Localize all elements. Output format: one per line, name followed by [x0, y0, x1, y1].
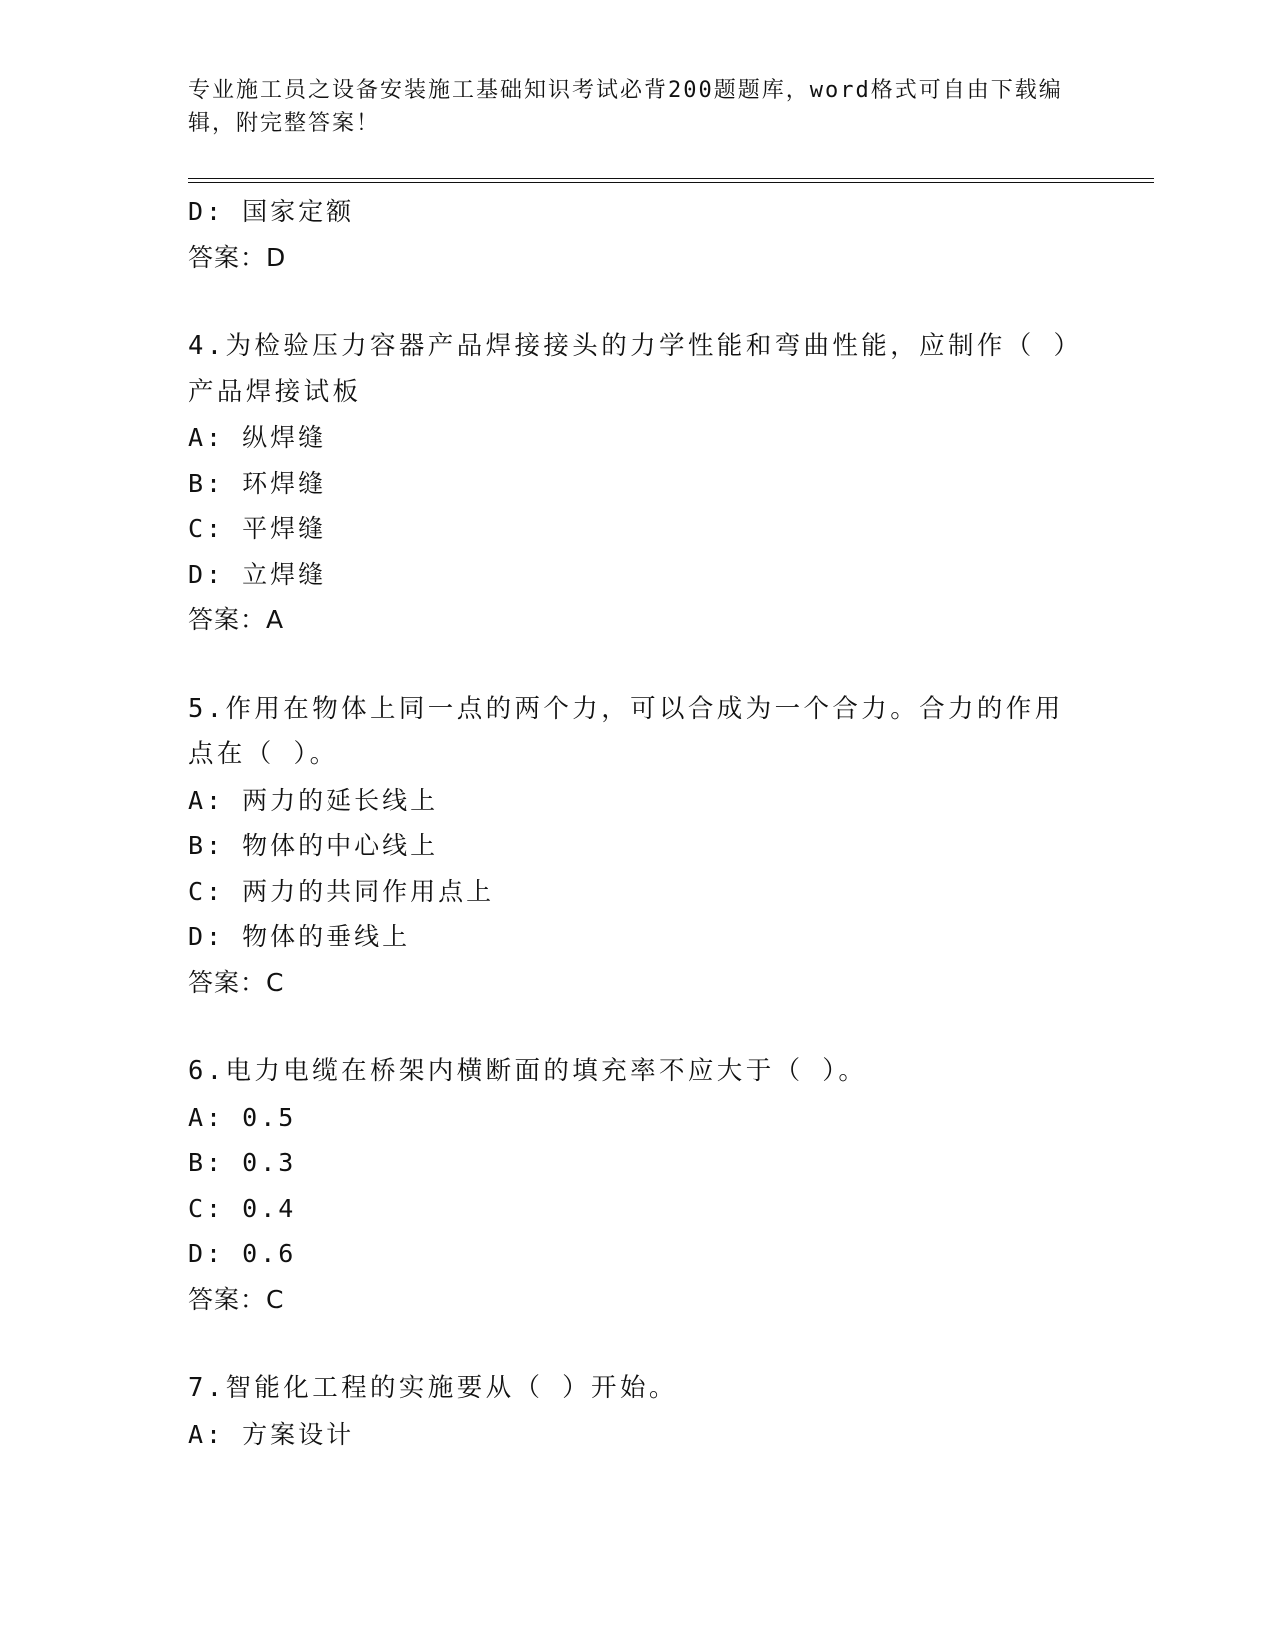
question-5-option-a: A: 两力的延长线上: [188, 785, 439, 815]
document-body: [188, 189, 1088, 1457]
question-4-answer: 答案：A: [188, 605, 285, 634]
question-6-option-b: B: 0.3: [188, 1148, 297, 1177]
question-6-text: 6.电力电缆在桥架内横断面的填充率不应大于（ ）。: [188, 1056, 868, 1086]
question-5: [188, 687, 1088, 1006]
question-5-text: 5.作用在物体上同一点的两个力，可以合成为一个合力。合力的作用点在（ ）。: [188, 693, 1064, 769]
question-6-option-c: C: 0.4: [188, 1193, 297, 1223]
question-4-option-c: C: 平焊缝: [188, 514, 327, 543]
question-4-text: 4.为检验压力容器产品焊接接头的力学性能和弯曲性能，应制作（ ）产品焊接试板: [188, 331, 1070, 407]
question-5-option-d: D: 物体的垂线上: [188, 922, 411, 951]
question-5-option-c: C: 两力的共同作用点上: [188, 876, 495, 906]
question-6: [188, 1049, 1088, 1322]
header-rule-bottom: [188, 182, 1154, 183]
question-6-answer: 答案：C: [188, 1284, 285, 1314]
prev-option-d: D: 国家定额: [188, 197, 355, 226]
document-header: 专业施工员之设备安装施工基础知识考试必背200题题库，word格式可自由下载编辑，附完整答案！: [188, 78, 1063, 136]
prev-answer: 答案：D: [188, 242, 287, 272]
question-4-option-a: A: 纵焊缝: [188, 423, 327, 452]
question-7-option-a: A: 方案设计: [188, 1419, 355, 1449]
question-7-text: 7.智能化工程的实施要从（ ）开始。: [188, 1373, 678, 1403]
question-7: [188, 1366, 1088, 1457]
question-4: [188, 324, 1088, 643]
question-5-option-b: B: 物体的中心线上: [188, 831, 439, 860]
header-rule-top: [188, 178, 1154, 179]
question-4-option-d: D: 立焊缝: [188, 559, 327, 589]
question-5-answer: 答案：C: [188, 967, 285, 997]
question-4-option-b: B: 环焊缝: [188, 468, 327, 498]
question-6-option-a: A: 0.5: [188, 1102, 297, 1132]
question-6-option-d: D: 0.6: [188, 1239, 297, 1268]
